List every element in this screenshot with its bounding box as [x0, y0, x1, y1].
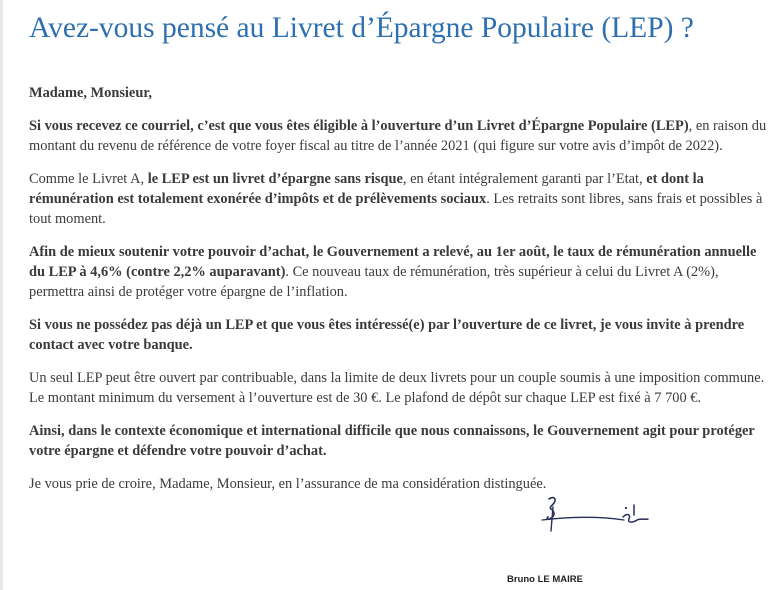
limits-text: Un seul LEP peut être ouvert par contribuable, dans la limite de deux livrets pour un couple soumis à une imposition commune. Le montant minimum du versement à l’ouverture est de 30 €. Le plafond de dépôt sur chaque LEP est fixé à 7 700 €. [29, 370, 765, 406]
letter-body [29, 83, 775, 507]
paragraph-guarantee [29, 169, 775, 229]
closing-text: Je vous prie de croire, Madame, Monsieur, en l’assurance de ma considération distinguée. [29, 476, 547, 492]
paragraph-limits [29, 368, 775, 408]
rate-text: . Ce nouveau taux de rémunération, très supérieur à celui du Livret A (2%), permettra ainsi de protéger votre épargne de l’inflation. [29, 264, 719, 300]
guarantee-text-2: , en étant intégralement garanti par l’Etat, [402, 171, 647, 187]
page-title: Avez-vous pensé au Livret d’Épargne Populaire (LEP) ? [29, 12, 694, 44]
signature-image [538, 493, 668, 533]
paragraph-rate [29, 242, 775, 302]
paragraph-contact [29, 315, 775, 355]
contact-bold: Si vous ne possédez pas déjà un LEP et que vous êtes intéressé(e) par l’ouverture de ce livret, je vous invite à prendre contact avec votre banque. [29, 317, 745, 353]
salutation-text: Madame, Monsieur, [29, 85, 152, 101]
eligibility-bold: Si vous recevez ce courriel, c’est que vous êtes éligible à l’ouverture d’un Livret d’Épargne Populaire (LEP) [29, 118, 689, 134]
rate-bold: Afin de mieux soutenir votre pouvoir d’achat, le Gouvernement a relevé, au 1er août, le taux de rémunération annuelle du LEP à 4,6% (contre 2,2% auparavant) [29, 244, 757, 280]
guarantee-bold-1: le LEP est un livret d’épargne sans risque [147, 171, 403, 187]
left-border [0, 0, 3, 590]
eligibility-text: , en raison du montant du revenu de référence de votre foyer fiscal au titre de l’année 2021 (qui figure sur votre avis d’impôt de 2022). [29, 118, 767, 154]
signer-name: Bruno LE MAIRE [507, 574, 583, 585]
paragraph-eligibility [29, 116, 775, 156]
paragraph-government [29, 421, 775, 461]
paragraph-closing [29, 474, 775, 494]
guarantee-bold-2: et dont la rémunération est totalement exonérée d’impôts et de prélèvements sociaux [29, 171, 704, 207]
salutation [29, 83, 775, 103]
government-bold: Ainsi, dans le contexte économique et international difficile que nous connaissons, le Gouvernement agit pour protéger votre épargne et défendre votre pouvoir d’achat. [29, 423, 755, 459]
guarantee-text-3: . Les retraits sont libres, sans frais et possibles à tout moment. [29, 191, 763, 227]
guarantee-text-1: Comme le Livret A, [29, 171, 148, 187]
